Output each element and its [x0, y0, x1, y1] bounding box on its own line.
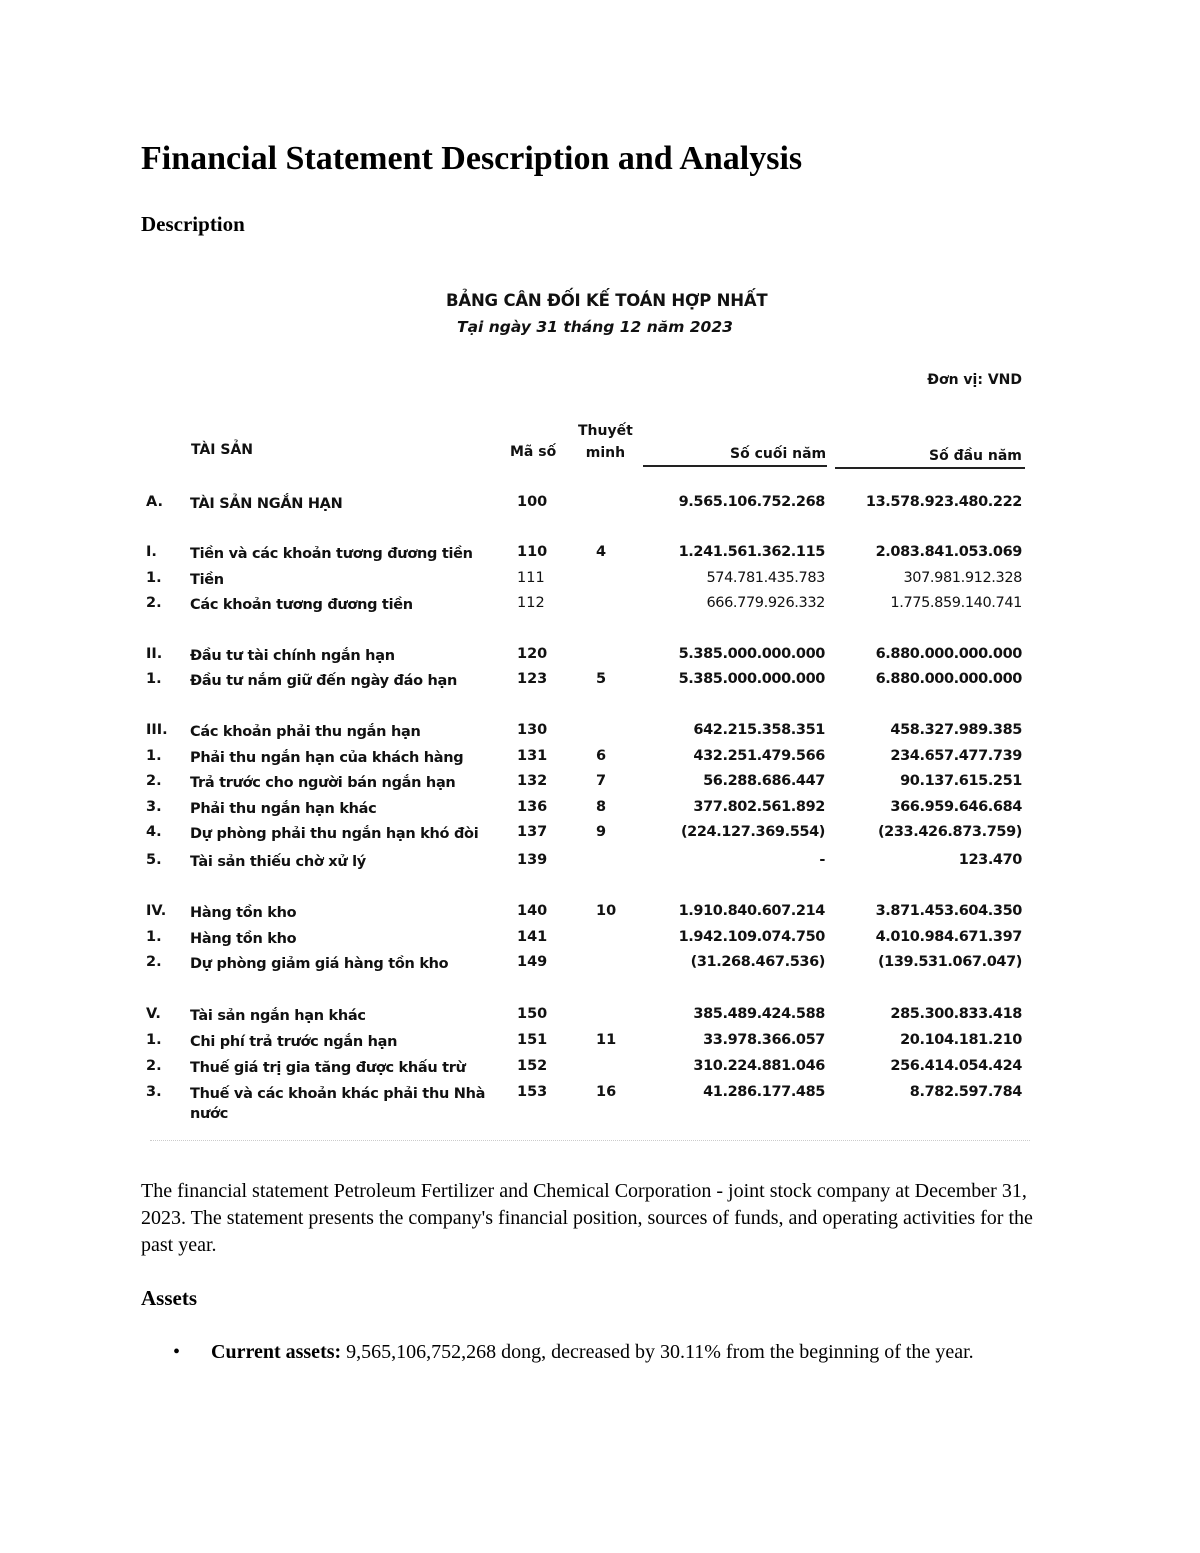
row-note: 9	[596, 824, 607, 840]
row-index: 3.	[146, 1084, 162, 1100]
table-row	[0, 494, 1200, 520]
description-heading: Description	[141, 212, 245, 236]
row-label: Trả trước cho người bán ngắn hạn	[190, 775, 456, 791]
row-index: A.	[146, 494, 163, 510]
row-beginning-of-year: (139.531.067.047)	[877, 954, 1022, 970]
row-code: 112	[517, 595, 545, 611]
row-label: Dự phòng giảm giá hàng tồn kho	[190, 956, 449, 972]
row-code: 141	[517, 929, 548, 945]
row-end-of-year: 41.286.177.485	[703, 1084, 825, 1100]
row-end-of-year: 33.978.366.057	[703, 1032, 825, 1048]
row-label: Tài sản ngắn hạn khác	[190, 1008, 366, 1024]
row-index: 5.	[146, 852, 162, 868]
row-end-of-year: (224.127.369.554)	[680, 824, 825, 840]
header-code: Mã số	[510, 444, 557, 460]
row-beginning-of-year: 366.959.646.684	[890, 799, 1022, 815]
row-index: V.	[146, 1006, 161, 1022]
row-beginning-of-year: 256.414.054.424	[890, 1058, 1022, 1074]
row-end-of-year: 1.910.840.607.214	[678, 903, 825, 919]
row-label: Phải thu ngắn hạn của khách hàng	[190, 750, 464, 766]
row-beginning-of-year: 1.775.859.140.741	[890, 595, 1022, 611]
table-row	[0, 570, 1200, 596]
table-row	[0, 1032, 1200, 1058]
row-code: 153	[517, 1084, 548, 1100]
row-code: 139	[517, 852, 548, 868]
table-row	[0, 595, 1200, 621]
header-beginning-of-year: Số đầu năm	[929, 448, 1022, 464]
row-label: Tiền và các khoản tương đương tiền	[190, 546, 473, 562]
row-label: Tiền	[190, 572, 224, 588]
list-item	[141, 1339, 1041, 1366]
row-label: Dự phòng phải thu ngắn hạn khó đòi	[190, 826, 479, 842]
row-note: 11	[596, 1032, 617, 1048]
row-index: 1.	[146, 748, 162, 764]
header-note	[578, 420, 633, 464]
row-end-of-year: 432.251.479.566	[693, 748, 825, 764]
bullet-icon: •	[173, 1341, 181, 1363]
header-end-of-year: Số cuối năm	[730, 446, 827, 462]
table-row	[0, 1058, 1200, 1084]
row-label: Thuế và các khoản khác phải thu Nhà nước	[190, 1086, 486, 1122]
assets-list	[141, 1339, 1041, 1366]
row-code: 131	[517, 748, 548, 764]
header-assets: TÀI SẢN	[191, 442, 254, 458]
bullet-label: Current assets:	[211, 1341, 342, 1363]
table-row	[0, 671, 1200, 697]
row-code: 150	[517, 1006, 548, 1022]
header-rule	[643, 465, 827, 467]
row-beginning-of-year: 6.880.000.000.000	[875, 671, 1022, 687]
table-row	[0, 1084, 1200, 1122]
row-beginning-of-year: 6.880.000.000.000	[875, 646, 1022, 662]
row-label: Tài sản thiếu chờ xử lý	[190, 854, 366, 870]
row-index: IV.	[146, 903, 167, 919]
row-beginning-of-year: 458.327.989.385	[890, 722, 1022, 738]
row-index: 1.	[146, 671, 162, 687]
row-label: Phải thu ngắn hạn khác	[190, 801, 377, 817]
row-note: 8	[596, 799, 607, 815]
row-code: 120	[517, 646, 548, 662]
row-note: 5	[596, 671, 607, 687]
table-row	[0, 646, 1200, 672]
row-code: 136	[517, 799, 548, 815]
row-beginning-of-year: 4.010.984.671.397	[875, 929, 1022, 945]
row-index: 1.	[146, 929, 162, 945]
row-index: II.	[146, 646, 163, 662]
header-note-line1: Thuyết	[578, 423, 633, 439]
balance-sheet-title: BẢNG CÂN ĐỐI KẾ TOÁN HỢP NHẤT	[446, 291, 768, 310]
row-end-of-year: (31.268.467.536)	[690, 954, 825, 970]
row-label: Hàng tồn kho	[190, 931, 297, 947]
bullet-text: 9,565,106,752,268 dong, decreased by 30.11% from the beginning of the year.	[341, 1341, 974, 1363]
row-note: 10	[596, 903, 617, 919]
row-end-of-year: 1.241.561.362.115	[678, 544, 825, 560]
row-code: 100	[517, 494, 548, 510]
row-end-of-year: 385.489.424.588	[693, 1006, 825, 1022]
row-beginning-of-year: 13.578.923.480.222	[865, 494, 1022, 510]
row-beginning-of-year: 285.300.833.418	[890, 1006, 1022, 1022]
table-row	[0, 824, 1200, 850]
balance-sheet-date: Tại ngày 31 tháng 12 năm 2023	[457, 318, 733, 336]
table-row	[0, 929, 1200, 955]
row-code: 137	[517, 824, 548, 840]
row-label: Chi phí trả trước ngắn hạn	[190, 1034, 398, 1050]
row-end-of-year: 5.385.000.000.000	[678, 646, 825, 662]
table-row	[0, 954, 1200, 980]
row-label: Đầu tư tài chính ngắn hạn	[190, 648, 395, 664]
row-end-of-year: 310.224.881.046	[693, 1058, 825, 1074]
row-index: 1.	[146, 570, 162, 586]
row-beginning-of-year: 234.657.477.739	[890, 748, 1022, 764]
row-end-of-year: 1.942.109.074.750	[678, 929, 825, 945]
row-label: Đầu tư nắm giữ đến ngày đáo hạn	[190, 673, 458, 689]
divider	[150, 1140, 1030, 1141]
row-index: 3.	[146, 799, 162, 815]
row-beginning-of-year: 123.470	[958, 852, 1022, 868]
row-note: 6	[596, 748, 607, 764]
row-code: 130	[517, 722, 548, 738]
row-index: 2.	[146, 954, 162, 970]
row-label: Thuế giá trị gia tăng được khấu trừ	[190, 1060, 466, 1076]
row-end-of-year: 666.779.926.332	[706, 595, 825, 611]
table-row	[0, 903, 1200, 929]
row-code: 149	[517, 954, 548, 970]
row-label: Các khoản tương đương tiền	[190, 597, 413, 613]
header-rule	[835, 467, 1025, 469]
row-end-of-year: 9.565.106.752.268	[678, 494, 825, 510]
row-index: I.	[146, 544, 157, 560]
currency-unit: Đơn vị: VND	[927, 372, 1022, 388]
row-code: 111	[517, 570, 545, 586]
table-row	[0, 748, 1200, 774]
row-beginning-of-year: 3.871.453.604.350	[875, 903, 1022, 919]
table-row	[0, 799, 1200, 825]
table-row	[0, 722, 1200, 748]
row-index: 2.	[146, 1058, 162, 1074]
row-end-of-year: 574.781.435.783	[706, 570, 825, 586]
row-beginning-of-year: (233.426.873.759)	[877, 824, 1022, 840]
assets-heading: Assets	[141, 1286, 197, 1310]
row-note: 16	[596, 1084, 617, 1100]
row-label: TÀI SẢN NGẮN HẠN	[190, 496, 343, 512]
row-code: 132	[517, 773, 548, 789]
row-index: 2.	[146, 773, 162, 789]
table-row	[0, 852, 1200, 878]
row-label: Hàng tồn kho	[190, 905, 297, 921]
row-index: 2.	[146, 595, 162, 611]
row-beginning-of-year: 307.981.912.328	[903, 570, 1022, 586]
description-paragraph: The financial statement Petroleum Fertilizer and Chemical Corporation - joint stock company at December 31, 2023. The statement presents the company's financial position, sources of funds, and operating activities for the past year.	[141, 1180, 1033, 1256]
page-title: Financial Statement Description and Analysis	[141, 140, 803, 177]
row-beginning-of-year: 2.083.841.053.069	[875, 544, 1022, 560]
row-end-of-year: 5.385.000.000.000	[678, 671, 825, 687]
row-end-of-year: -	[819, 852, 825, 868]
row-note: 7	[596, 773, 607, 789]
row-index: III.	[146, 722, 168, 738]
table-row	[0, 1006, 1200, 1032]
row-beginning-of-year: 90.137.615.251	[900, 773, 1022, 789]
row-index: 1.	[146, 1032, 162, 1048]
row-code: 140	[517, 903, 548, 919]
row-code: 151	[517, 1032, 548, 1048]
row-code: 123	[517, 671, 548, 687]
row-code: 152	[517, 1058, 548, 1074]
row-note: 4	[596, 544, 607, 560]
row-index: 4.	[146, 824, 162, 840]
table-row	[0, 773, 1200, 799]
table-row	[0, 544, 1200, 570]
row-end-of-year: 642.215.358.351	[693, 722, 825, 738]
row-beginning-of-year: 8.782.597.784	[909, 1084, 1022, 1100]
row-label: Các khoản phải thu ngắn hạn	[190, 724, 421, 740]
row-code: 110	[517, 544, 548, 560]
row-end-of-year: 56.288.686.447	[703, 773, 825, 789]
row-beginning-of-year: 20.104.181.210	[900, 1032, 1022, 1048]
row-end-of-year: 377.802.561.892	[693, 799, 825, 815]
header-note-line2: minh	[585, 445, 626, 461]
